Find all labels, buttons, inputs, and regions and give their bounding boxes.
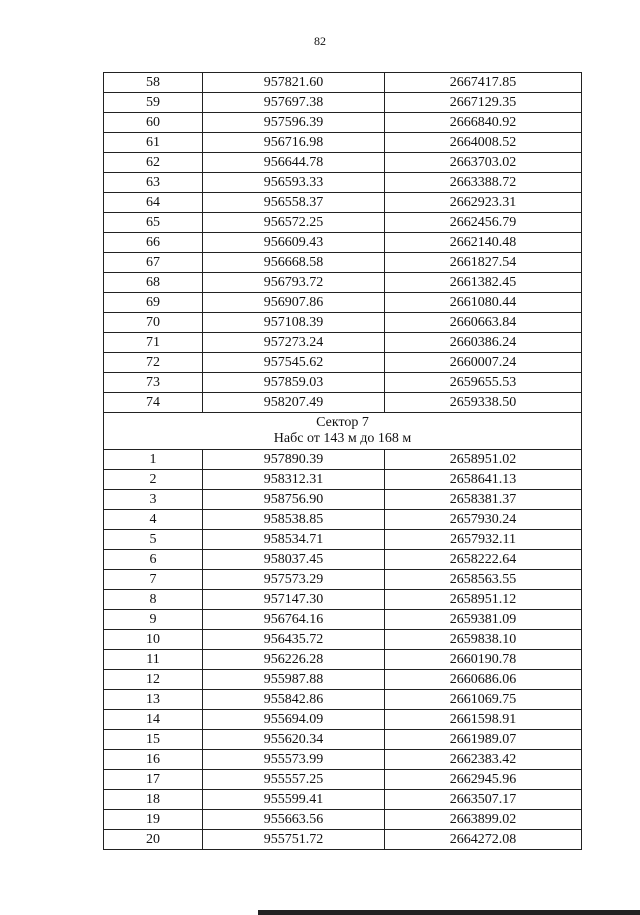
- y-coordinate-cell: 2661827.54: [385, 253, 582, 273]
- coordinates-table: [103, 72, 582, 850]
- x-coordinate-cell: 955987.88: [203, 670, 385, 690]
- section-title: Сектор 7: [316, 415, 369, 430]
- x-coordinate-cell: 957108.39: [203, 313, 385, 333]
- x-coordinate-cell: 956716.98: [203, 133, 385, 153]
- y-coordinate-cell: 2663388.72: [385, 173, 582, 193]
- y-coordinate-cell: 2658951.02: [385, 450, 582, 470]
- x-coordinate-cell: 956593.33: [203, 173, 385, 193]
- y-coordinate-cell: 2659338.50: [385, 393, 582, 413]
- point-number-cell: 68: [104, 273, 203, 293]
- x-coordinate-cell: 957821.60: [203, 73, 385, 93]
- point-number-cell: 59: [104, 93, 203, 113]
- y-coordinate-cell: 2661598.91: [385, 710, 582, 730]
- x-coordinate-cell: 955694.09: [203, 710, 385, 730]
- y-coordinate-cell: 2667129.35: [385, 93, 582, 113]
- x-coordinate-cell: 957596.39: [203, 113, 385, 133]
- table-row: [104, 590, 582, 610]
- x-coordinate-cell: 956668.58: [203, 253, 385, 273]
- table-row: [104, 510, 582, 530]
- x-coordinate-cell: 955751.72: [203, 830, 385, 850]
- point-number-cell: 63: [104, 173, 203, 193]
- y-coordinate-cell: 2661069.75: [385, 690, 582, 710]
- table-row: [104, 670, 582, 690]
- x-coordinate-cell: 955573.99: [203, 750, 385, 770]
- y-coordinate-cell: 2662383.42: [385, 750, 582, 770]
- table-row: [104, 373, 582, 393]
- point-number-cell: 7: [104, 570, 203, 590]
- x-coordinate-cell: 957573.29: [203, 570, 385, 590]
- table-row: [104, 630, 582, 650]
- y-coordinate-cell: 2660386.24: [385, 333, 582, 353]
- y-coordinate-cell: 2663507.17: [385, 790, 582, 810]
- y-coordinate-cell: 2657930.24: [385, 510, 582, 530]
- point-number-cell: 10: [104, 630, 203, 650]
- point-number-cell: 16: [104, 750, 203, 770]
- point-number-cell: 17: [104, 770, 203, 790]
- table-row: [104, 93, 582, 113]
- y-coordinate-cell: 2661989.07: [385, 730, 582, 750]
- y-coordinate-cell: 2660007.24: [385, 353, 582, 373]
- point-number-cell: 14: [104, 710, 203, 730]
- section-subtitle: Набс от 143 м до 168 м: [273, 431, 412, 446]
- point-number-cell: 11: [104, 650, 203, 670]
- point-number-cell: 60: [104, 113, 203, 133]
- x-coordinate-cell: 957697.38: [203, 93, 385, 113]
- table-row: [104, 690, 582, 710]
- table-row: [104, 530, 582, 550]
- table-row: [104, 193, 582, 213]
- x-coordinate-cell: 955620.34: [203, 730, 385, 750]
- y-coordinate-cell: 2661080.44: [385, 293, 582, 313]
- point-number-cell: 58: [104, 73, 203, 93]
- table-row: [104, 750, 582, 770]
- y-coordinate-cell: 2659381.09: [385, 610, 582, 630]
- x-coordinate-cell: 955842.86: [203, 690, 385, 710]
- y-coordinate-cell: 2662140.48: [385, 233, 582, 253]
- table-row: [104, 790, 582, 810]
- x-coordinate-cell: 956558.37: [203, 193, 385, 213]
- table-row: [104, 73, 582, 93]
- y-coordinate-cell: 2657932.11: [385, 530, 582, 550]
- point-number-cell: 74: [104, 393, 203, 413]
- x-coordinate-cell: 955663.56: [203, 810, 385, 830]
- y-coordinate-cell: 2661382.45: [385, 273, 582, 293]
- x-coordinate-cell: 955557.25: [203, 770, 385, 790]
- y-coordinate-cell: 2662945.96: [385, 770, 582, 790]
- table-row: [104, 450, 582, 470]
- x-coordinate-cell: 958312.31: [203, 470, 385, 490]
- scan-edge-mark: [258, 910, 640, 915]
- x-coordinate-cell: 958538.85: [203, 510, 385, 530]
- y-coordinate-cell: 2667417.85: [385, 73, 582, 93]
- y-coordinate-cell: 2658563.55: [385, 570, 582, 590]
- table-row: [104, 610, 582, 630]
- y-coordinate-cell: 2666840.92: [385, 113, 582, 133]
- y-coordinate-cell: 2660190.78: [385, 650, 582, 670]
- x-coordinate-cell: 958037.45: [203, 550, 385, 570]
- x-coordinate-cell: 958534.71: [203, 530, 385, 550]
- point-number-cell: 12: [104, 670, 203, 690]
- y-coordinate-cell: 2663899.02: [385, 810, 582, 830]
- x-coordinate-cell: 956435.72: [203, 630, 385, 650]
- section-header-cell: [104, 413, 582, 450]
- y-coordinate-cell: 2658222.64: [385, 550, 582, 570]
- point-number-cell: 18: [104, 790, 203, 810]
- y-coordinate-cell: 2662923.31: [385, 193, 582, 213]
- table-row: [104, 393, 582, 413]
- y-coordinate-cell: 2659655.53: [385, 373, 582, 393]
- table-row: [104, 113, 582, 133]
- point-number-cell: 8: [104, 590, 203, 610]
- point-number-cell: 2: [104, 470, 203, 490]
- table-row: [104, 353, 582, 373]
- x-coordinate-cell: 956226.28: [203, 650, 385, 670]
- x-coordinate-cell: 958756.90: [203, 490, 385, 510]
- x-coordinate-cell: 957273.24: [203, 333, 385, 353]
- point-number-cell: 73: [104, 373, 203, 393]
- y-coordinate-cell: 2660686.06: [385, 670, 582, 690]
- point-number-cell: 3: [104, 490, 203, 510]
- table-row: [104, 313, 582, 333]
- point-number-cell: 61: [104, 133, 203, 153]
- x-coordinate-cell: 956644.78: [203, 153, 385, 173]
- table-row: [104, 273, 582, 293]
- table-row: [104, 830, 582, 850]
- point-number-cell: 64: [104, 193, 203, 213]
- table-row: [104, 570, 582, 590]
- table-row: [104, 173, 582, 193]
- table-row: [104, 810, 582, 830]
- table-section-header-group: [104, 413, 582, 450]
- table-body-part2: [104, 450, 582, 850]
- y-coordinate-cell: 2663703.02: [385, 153, 582, 173]
- point-number-cell: 72: [104, 353, 203, 373]
- y-coordinate-cell: 2662456.79: [385, 213, 582, 233]
- x-coordinate-cell: 956793.72: [203, 273, 385, 293]
- table-row: [104, 333, 582, 353]
- table-row: [104, 650, 582, 670]
- x-coordinate-cell: 958207.49: [203, 393, 385, 413]
- x-coordinate-cell: 956907.86: [203, 293, 385, 313]
- table-body-part1: [104, 73, 582, 413]
- table-row: [104, 550, 582, 570]
- point-number-cell: 15: [104, 730, 203, 750]
- table-row: [104, 293, 582, 313]
- table-row: [104, 710, 582, 730]
- table-row: [104, 490, 582, 510]
- point-number-cell: 70: [104, 313, 203, 333]
- x-coordinate-cell: 956609.43: [203, 233, 385, 253]
- point-number-cell: 6: [104, 550, 203, 570]
- table-row: [104, 730, 582, 750]
- point-number-cell: 19: [104, 810, 203, 830]
- x-coordinate-cell: 957890.39: [203, 450, 385, 470]
- point-number-cell: 71: [104, 333, 203, 353]
- point-number-cell: 20: [104, 830, 203, 850]
- table-row: [104, 770, 582, 790]
- point-number-cell: 1: [104, 450, 203, 470]
- y-coordinate-cell: 2659838.10: [385, 630, 582, 650]
- table-row: [104, 153, 582, 173]
- point-number-cell: 67: [104, 253, 203, 273]
- point-number-cell: 65: [104, 213, 203, 233]
- table-row: [104, 233, 582, 253]
- point-number-cell: 66: [104, 233, 203, 253]
- point-number-cell: 4: [104, 510, 203, 530]
- page-number: 82: [314, 34, 326, 48]
- y-coordinate-cell: 2664008.52: [385, 133, 582, 153]
- y-coordinate-cell: 2658381.37: [385, 490, 582, 510]
- x-coordinate-cell: 957859.03: [203, 373, 385, 393]
- y-coordinate-cell: 2658951.12: [385, 590, 582, 610]
- y-coordinate-cell: 2664272.08: [385, 830, 582, 850]
- x-coordinate-cell: 957147.30: [203, 590, 385, 610]
- y-coordinate-cell: 2660663.84: [385, 313, 582, 333]
- point-number-cell: 5: [104, 530, 203, 550]
- point-number-cell: 13: [104, 690, 203, 710]
- point-number-cell: 69: [104, 293, 203, 313]
- table-row: [104, 133, 582, 153]
- table-row: [104, 470, 582, 490]
- point-number-cell: 62: [104, 153, 203, 173]
- table-row: [104, 253, 582, 273]
- x-coordinate-cell: 957545.62: [203, 353, 385, 373]
- section-header-row: [104, 413, 582, 450]
- point-number-cell: 9: [104, 610, 203, 630]
- x-coordinate-cell: 955599.41: [203, 790, 385, 810]
- table-row: [104, 213, 582, 233]
- x-coordinate-cell: 956764.16: [203, 610, 385, 630]
- y-coordinate-cell: 2658641.13: [385, 470, 582, 490]
- x-coordinate-cell: 956572.25: [203, 213, 385, 233]
